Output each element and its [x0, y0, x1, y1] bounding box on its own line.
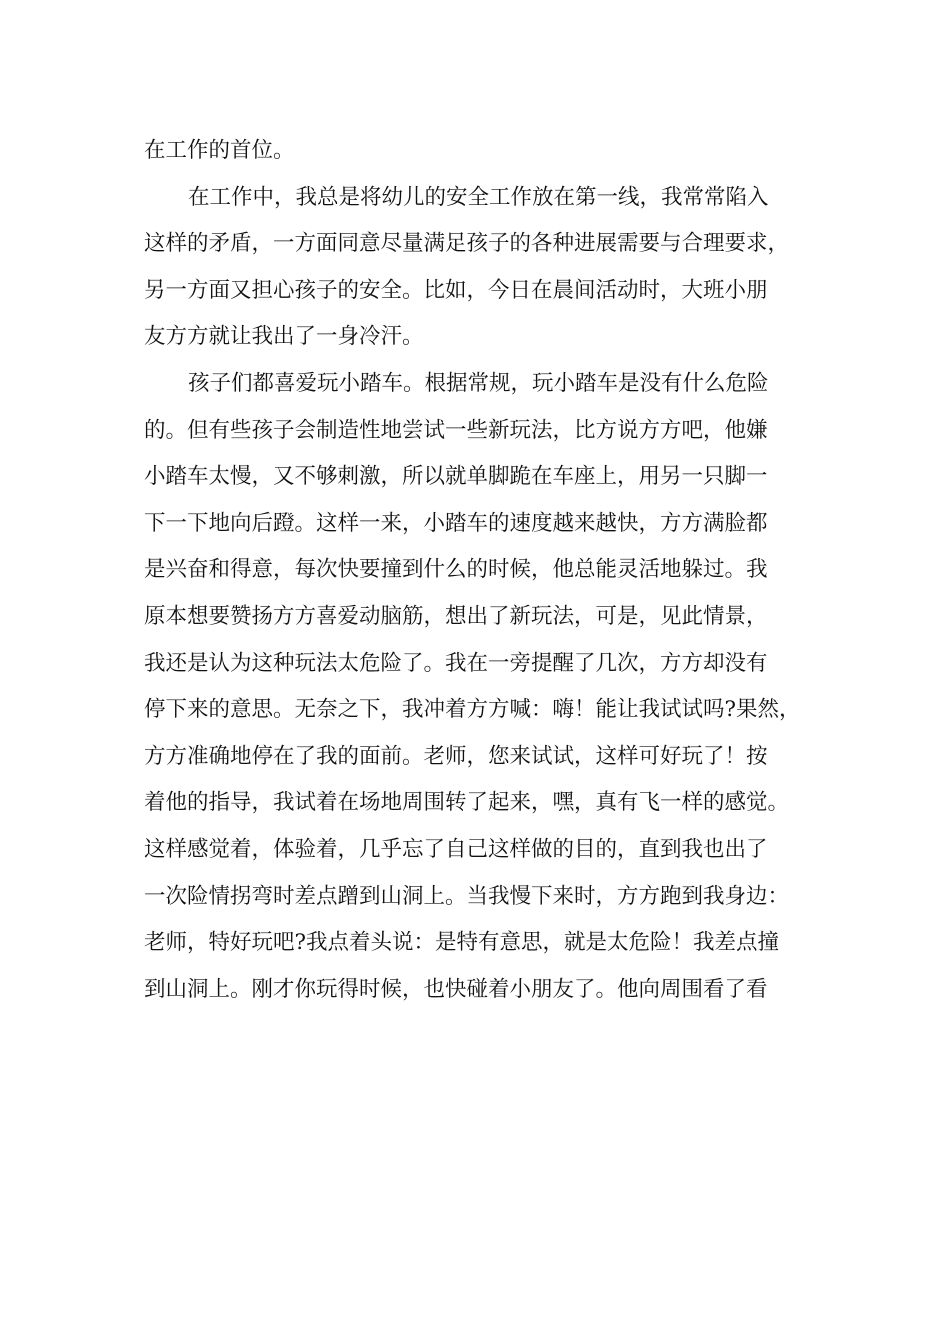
paragraph-first-line: 在工作中，我总是将幼儿的安全工作放在第一线，我常常陷入 [188, 184, 769, 210]
text-line: 停下来的意思。无奈之下，我冲着方方喊：嗨！能让我试试吗?果然， [144, 697, 801, 723]
text-line: 这样感觉着，体验着，几乎忘了自己这样做的目的，直到我也出了 [144, 836, 768, 862]
text-line: 方方准确地停在了我的面前。老师，您来试试，这样可好玩了！按 [144, 743, 768, 769]
text-line: 小踏车太慢，又不够刺激，所以就单脚跪在车座上，用另一只脚一 [144, 464, 768, 490]
paragraph-first-line: 孩子们都喜爱玩小踏车。根据常规，玩小踏车是没有什么危险 [188, 370, 769, 396]
text-line: 我还是认为这种玩法太危险了。我在一旁提醒了几次，方方却没有 [144, 650, 768, 676]
text-line: 在工作的首位。 [144, 138, 295, 163]
text-line: 着他的指导，我试着在场地周围转了起来，嘿，真有飞一样的感觉。 [144, 790, 790, 816]
text-line: 原本想要赞扬方方喜爱动脑筋，想出了新玩法，可是，见此情景， [144, 603, 768, 629]
text-line: 的。但有些孩子会制造性地尝试一些新玩法，比方说方方吧，他嫌 [144, 417, 768, 443]
text-line: 老师，特好玩吧?我点着头说：是特有意思，就是太危险！我差点撞 [144, 930, 780, 956]
body-text [144, 128, 824, 1013]
text-line: 下一下地向后蹬。这样一来，小踏车的速度越来越快，方方满脸都 [144, 510, 768, 536]
text-line: 一次险情拐弯时差点蹭到山洞上。当我慢下来时，方方跑到我身边： [144, 883, 790, 909]
text-line: 这样的矛盾，一方面同意尽量满足孩子的各种进展需要与合理要求， [144, 231, 790, 257]
text-line: 是兴奋和得意，每次快要撞到什么的时候，他总能灵活地躲过。我 [144, 557, 768, 583]
text-line: 友方方就让我出了一身冷汗。 [144, 324, 424, 350]
text-line: 到山洞上。刚才你玩得时候，也快碰着小朋友了。他向周围看了看 [144, 976, 768, 1002]
text-line: 另一方面又担心孩子的安全。比如，今日在晨间活动时，大班小朋 [144, 277, 768, 303]
